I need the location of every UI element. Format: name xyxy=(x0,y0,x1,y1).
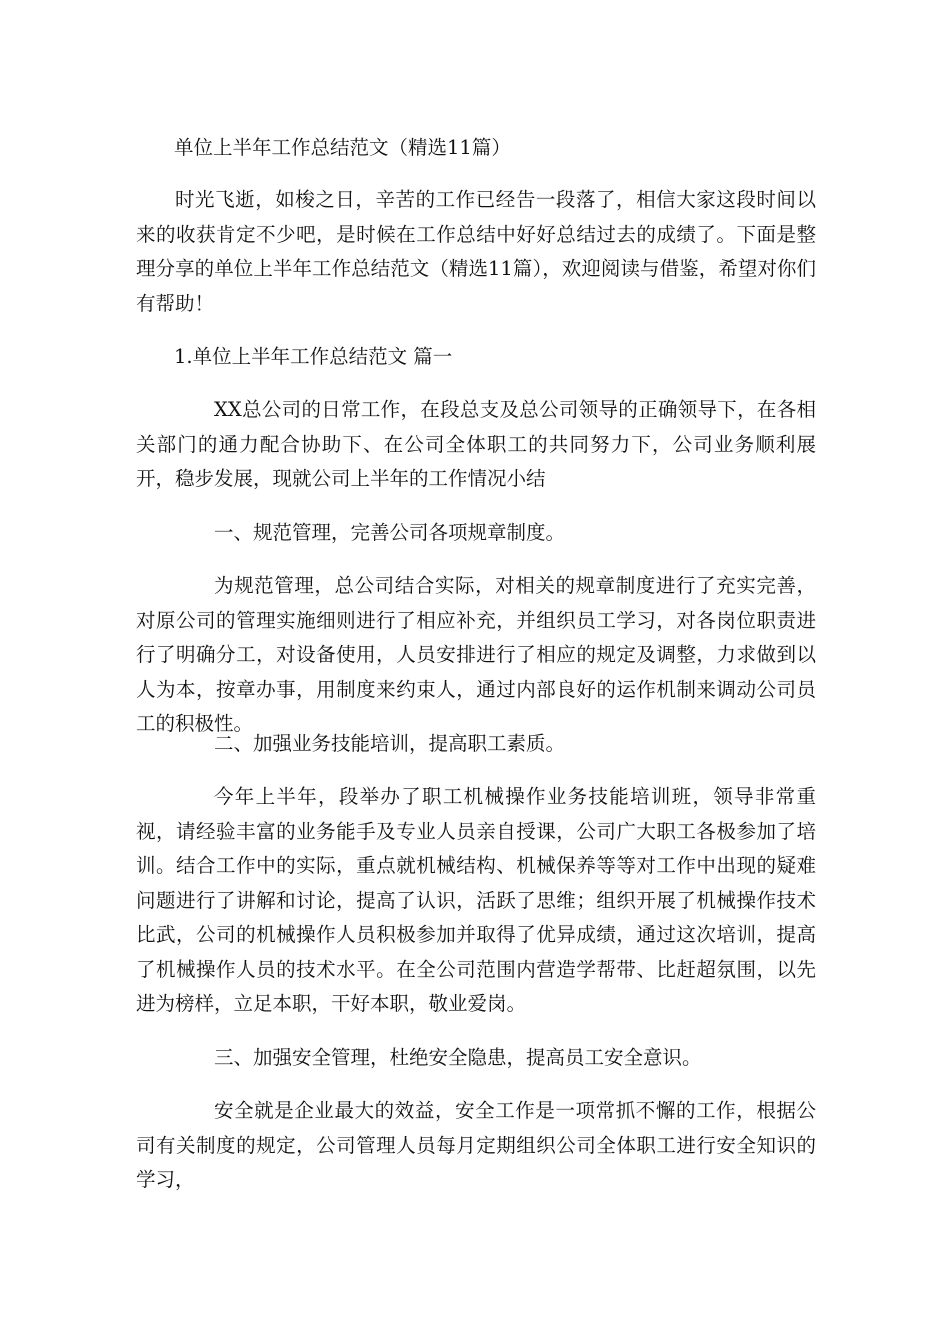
document-title: 单位上半年工作总结范文（精选11篇） xyxy=(174,136,511,159)
body-paragraph-3: 今年上半年，段举办了职工机械操作业务技能培训班，领导非常重视，请经验丰富的业务能手及专业人员亲自授课，公司广大职工各极参加了培训。结合工作中的实际，重点就机械结构、机械保养等等对工作中出现的疑难问题进行了讲解和讨论，提高了认识，活跃了思维；组织开展了机械操作技术比武，公司的机械操作人员积极参加并取得了优异成绩，通过这次培训，提高了机械操作人员的技术水平。在全公司范围内营造学帮带、比赶超氛围，以先进为榜样，立足本职，干好本职，敬业爱岗。 xyxy=(136,785,816,1015)
section-heading: 1.单位上半年工作总结范文 篇一 xyxy=(174,345,453,368)
subheading-2: 二、加强业务技能培训，提高职工素质。 xyxy=(214,732,566,755)
subheading-1: 一、规范管理，完善公司各项规章制度。 xyxy=(214,521,566,544)
intro-paragraph: 时光飞逝，如梭之日，辛苦的工作已经告一段落了，相信大家这段时间以来的收获肯定不少吧，是时候在工作总结中好好总结过去的成绩了。下面是整理分享的单位上半年工作总结范文（精选11篇），欢迎阅读与借鉴，希望对你们有帮助！ xyxy=(136,188,816,315)
subheading-3: 三、加强安全管理，杜绝安全隐患，提高员工安全意识。 xyxy=(214,1046,702,1069)
body-paragraph-1: XX总公司的日常工作，在段总支及总公司领导的正确领导下，在各相关部门的通力配合协助下、在公司全体职工的共同努力下，公司业务顺利展开，稳步发展，现就公司上半年的工作情况小结 xyxy=(136,398,816,490)
body-paragraph-2: 为规范管理，总公司结合实际，对相关的规章制度进行了充实完善，对原公司的管理实施细则进行了相应补充，并组织员工学习，对各岗位职责进行了明确分工，对设备使用，人员安排进行了相应的规定及调整，力求做到以人为本，按章办事，用制度来约束人，通过内部良好的运作机制来调动公司员工的积极性。 xyxy=(136,574,816,735)
body-paragraph-4: 安全就是企业最大的效益，安全工作是一项常抓不懈的工作，根据公司有关制度的规定，公司管理人员每月定期组织公司全体职工进行安全知识的学习， xyxy=(136,1099,816,1191)
